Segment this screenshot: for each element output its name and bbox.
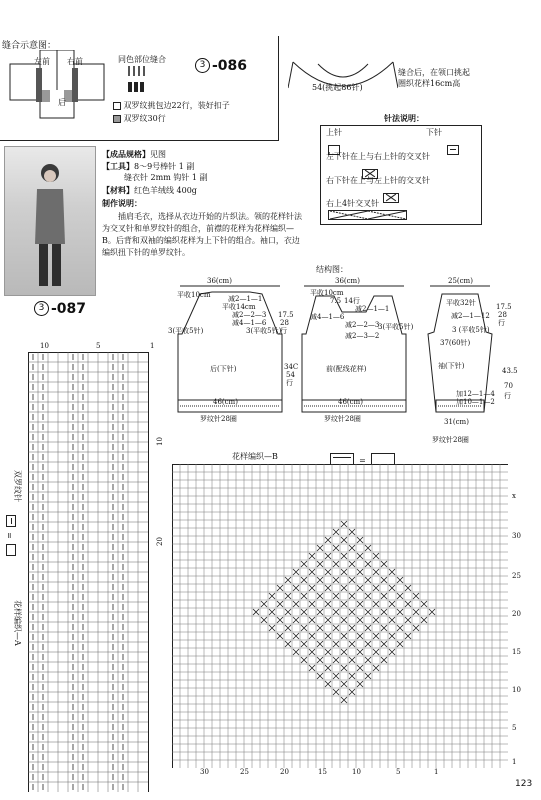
sleeve-rib: 罗纹针28圈 <box>432 436 469 444</box>
circle-number-087: 3 <box>34 301 49 316</box>
cross-stitch-mark <box>341 633 347 639</box>
circle-number: 3 <box>195 58 210 73</box>
material-value: 红色羊绒线 400g <box>134 186 197 195</box>
cross-stitch-mark <box>357 681 363 687</box>
cross-stitch-mark <box>301 609 307 615</box>
cross-stitch-mark <box>285 625 291 631</box>
cross-stitch-mark <box>293 569 299 575</box>
cross-stitch-mark <box>365 641 371 647</box>
cross-stitch-mark <box>309 585 315 591</box>
front-n2: 14行 <box>344 297 360 305</box>
cross-stitch-mark <box>269 609 275 615</box>
cross-stitch-mark <box>341 665 347 671</box>
spec-material <box>102 185 197 196</box>
cross-stitch-mark <box>325 537 331 543</box>
cross-stitch-mark <box>397 641 403 647</box>
cross-stitch-mark <box>309 601 315 607</box>
cross-stitch-mark <box>365 593 371 599</box>
cross-stitch-mark <box>413 625 419 631</box>
chart-b-col-number: 10 <box>352 768 361 776</box>
front-bottom: 46(cm) <box>338 398 363 406</box>
note-rib-22-text: 双罗纹挑包边22行，装好扣子 <box>123 101 230 110</box>
chart-a-top-1: 1 <box>150 342 155 350</box>
front-dec4: 减2—3—2 <box>345 332 380 340</box>
sleeve-dec1: 减2—1—12 <box>451 312 490 320</box>
cross-stitch-mark <box>381 657 387 663</box>
pattern-number: -086 <box>212 58 248 74</box>
cross-stitch-mark <box>365 577 371 583</box>
cross-stitch-mark <box>349 529 355 535</box>
cross-stitch-mark <box>349 545 355 551</box>
chart-b-row-number: 5 <box>512 724 517 732</box>
cross-stitch-mark <box>317 545 323 551</box>
back-rib: 罗纹针28圈 <box>200 415 237 423</box>
neck-note-1: 缝合后，在领口挑起 <box>398 68 470 77</box>
cross-stitch-mark <box>373 553 379 559</box>
cross-stitch-mark <box>341 585 347 591</box>
cross-stitch-mark <box>341 649 347 655</box>
chart-b-col-number: 5 <box>396 768 401 776</box>
instructions-title: 制作说明： <box>102 198 142 208</box>
back-height2: 54 <box>286 371 295 379</box>
cross-stitch-mark <box>285 609 291 615</box>
cross-stitch-mark <box>341 601 347 607</box>
cross-stitch-mark <box>405 633 411 639</box>
cross-stitch-mark <box>349 593 355 599</box>
cross-stitch-mark <box>333 673 339 679</box>
right-front-label: 右前 <box>67 57 83 66</box>
cross-stitch-mark <box>301 577 307 583</box>
cross-stitch-mark <box>357 569 363 575</box>
cross-stitch-mark <box>325 665 331 671</box>
cross-stitch-mark <box>325 553 331 559</box>
cross-stitch-mark <box>365 625 371 631</box>
lower-stitch-symbol <box>447 145 459 155</box>
back-height3: 行 <box>286 379 293 387</box>
cross-stitch-mark <box>301 625 307 631</box>
cross-stitch-mark <box>365 609 371 615</box>
neck-note-2: 圈织花样16cm高 <box>398 79 461 88</box>
spec-tools-2: 缝衣针 2mm 钩针 1 副 <box>124 173 208 182</box>
cross-stitch-mark <box>341 537 347 543</box>
cross-stitch-mark <box>397 625 403 631</box>
spec-tools <box>102 161 194 172</box>
cross-stitch-mark <box>333 593 339 599</box>
cross-stitch-mark <box>333 641 339 647</box>
sleeve-cap-h3: 行 <box>498 319 505 327</box>
left-front-label: 左前 <box>34 57 50 66</box>
back-side: 3(平收5针) <box>168 327 204 335</box>
cross-stitch-mark <box>301 657 307 663</box>
equals-sign-b: = <box>359 456 366 465</box>
cross-stitch-mark <box>277 601 283 607</box>
cross-stitch-mark <box>333 545 339 551</box>
chart-b-row-number: 20 <box>512 610 521 618</box>
front-neck: 平收10cm <box>310 289 344 297</box>
chart-a-title: 花样编织—A <box>13 600 22 646</box>
cross-stitch-mark <box>325 601 331 607</box>
back-dec3: 减4—1—6 <box>232 319 267 327</box>
sleeve-cap-h2: 28 <box>498 311 507 319</box>
cross-stitch-mark <box>413 609 419 615</box>
cross-stitch-mark <box>365 657 371 663</box>
chart-b-title: 花样编织—B <box>232 452 278 461</box>
cross-stitch-mark <box>405 585 411 591</box>
cross-stitch-mark <box>429 609 435 615</box>
cross-stitch-mark <box>389 569 395 575</box>
front-dec1: 减4—1—6 <box>310 313 345 321</box>
cross-stitch-mark <box>293 649 299 655</box>
note-rib-30-text: 双罗纹30行 <box>123 114 166 123</box>
structure-title: 结构图： <box>316 265 348 274</box>
sleeve-h3: 行 <box>504 392 511 400</box>
cross-stitch-mark <box>349 625 355 631</box>
seaming-diagram-title: 缝合示意图： <box>2 41 57 51</box>
front-dec2: 减2—1—1 <box>355 305 390 313</box>
chart-b-row-number: 15 <box>512 648 521 656</box>
legend-cross-left: 左下针在上与右上针的交叉针 <box>326 152 430 161</box>
cross-stitch-mark <box>333 577 339 583</box>
cross-stitch-mark <box>349 673 355 679</box>
cross-stitch-mark <box>373 585 379 591</box>
cross-stitch-mark <box>357 585 363 591</box>
cross-stitch-mark <box>309 665 315 671</box>
cross-stitch-mark <box>389 649 395 655</box>
front-dec3: 减2—2—3 <box>345 321 380 329</box>
note-rib-30 <box>113 114 166 124</box>
cross-stitch-mark <box>309 649 315 655</box>
grey-swatch-icon <box>113 115 121 123</box>
cross-stitch-mark <box>349 657 355 663</box>
lower-stitch-key-icon-b <box>330 453 354 465</box>
cross-stitch-mark <box>261 617 267 623</box>
cross-stitch-mark <box>389 633 395 639</box>
sleeve-cap: 平收32针 <box>446 299 476 307</box>
chart-b-row-number: 30 <box>512 532 521 540</box>
spec-size <box>102 149 166 160</box>
sleeve-top: 25(cm) <box>448 277 473 285</box>
cross-stitch-mark <box>349 689 355 695</box>
cross-stitch-mark <box>317 673 323 679</box>
chart-b-row-number: x <box>512 492 516 500</box>
cross-stitch-mark <box>357 537 363 543</box>
cross-stitch-mark <box>389 601 395 607</box>
cross-stitch-mark <box>341 697 347 703</box>
back-h1: 17.5 <box>278 311 294 319</box>
cross-4-symbol <box>328 210 408 220</box>
cross-stitch-mark <box>357 649 363 655</box>
chart-b-col-number: 15 <box>318 768 327 776</box>
chart-a-top-5: 5 <box>96 342 101 350</box>
cross-stitch-mark <box>277 585 283 591</box>
cross-stitch-mark <box>269 593 275 599</box>
cross-stitch-mark <box>309 569 315 575</box>
instructions-text: 插肩毛衣，选择从衣边开始的片织法。领的花样针法为交叉针和单罗纹针的组合，前襟的花样为花样编织—B。后背和双袖的编织花样为上下针的组合。袖口，衣边编织扭下针的单罗纹针。 <box>102 212 302 257</box>
front-top-width: 36(cm) <box>335 277 360 285</box>
cross-stitch-mark <box>333 609 339 615</box>
cross-stitch-mark <box>373 569 379 575</box>
cross-stitch-mark <box>285 641 291 647</box>
sleeve-cap-h1: 17.5 <box>496 303 512 311</box>
back-dec2: 减2—2—3 <box>232 311 267 319</box>
back-h2: 28 <box>280 319 289 327</box>
cross-stitch-mark <box>309 633 315 639</box>
chart-a-symbol-key <box>3 515 22 556</box>
tools-label: 【工具】 <box>102 161 134 171</box>
sleeve-side: 3 (平收5针) <box>452 326 490 334</box>
upper-stitch-key-icon-b <box>371 453 395 465</box>
back-neck: 平收10cm <box>177 291 211 299</box>
chart-a-side-10: 10 <box>156 437 164 446</box>
cross-stitch-mark <box>317 609 323 615</box>
cross-stitch-mark <box>349 641 355 647</box>
chart-b-row-number: 1 <box>512 758 517 766</box>
cross-stitch-mark <box>381 577 387 583</box>
pattern-number-087: -087 <box>51 301 87 317</box>
cross-stitch-mark <box>253 609 259 615</box>
cross-stitch-mark <box>309 553 315 559</box>
cross-stitch-mark <box>381 641 387 647</box>
legend-upper-label: 上针 <box>326 128 342 137</box>
cross-stitch-mark <box>381 561 387 567</box>
square-swatch-icon <box>113 102 121 110</box>
chart-a-side-20: 20 <box>156 537 164 546</box>
sleeve-h2: 70 <box>504 382 513 390</box>
cross-stitch-mark <box>357 601 363 607</box>
back-top-width: 36(cm) <box>207 277 232 285</box>
cross-stitch-mark <box>405 617 411 623</box>
cross-stitch-mark <box>381 593 387 599</box>
cross-stitch-mark <box>301 561 307 567</box>
chart-a-grid <box>28 352 158 792</box>
cross-stitch-mark <box>341 617 347 623</box>
sleeve-inc2: 加10—1—2 <box>456 398 495 406</box>
back-dec1: 减2—1—1 <box>228 295 263 303</box>
cross-stitch-mark <box>373 601 379 607</box>
cross-stitch-mark <box>325 681 331 687</box>
cross-stitch-mark <box>397 577 403 583</box>
front-body: 前(配线花样) <box>326 365 367 373</box>
front-side: 3(平收5针) <box>378 323 414 331</box>
back-body: 后(下针) <box>210 365 237 373</box>
same-color-label: 同色部位缝合 <box>118 55 166 64</box>
cross-stitch-mark <box>333 625 339 631</box>
chart-a-rib-label: 双罗纹针 <box>13 470 22 502</box>
cross-stitch-mark <box>325 633 331 639</box>
cross-stitch-mark <box>357 665 363 671</box>
cross-stitch-mark <box>373 633 379 639</box>
upper-stitch-key-icon <box>7 544 17 556</box>
back-label: 后 <box>58 98 66 107</box>
cross-stitch-mark <box>357 617 363 623</box>
cross-stitch-mark <box>373 649 379 655</box>
chart-b-col-number: 1 <box>434 768 439 776</box>
cross-stitch-mark <box>421 601 427 607</box>
cross-stitch-mark <box>341 521 347 527</box>
legend-cross-right: 右下针在上与左上针的交叉针 <box>326 176 430 185</box>
cross-stitch-mark <box>277 617 283 623</box>
model-photo <box>4 146 96 296</box>
cross-stitch-mark <box>349 577 355 583</box>
sleeve-inc1: 加12—1—4 <box>456 390 495 398</box>
cross-stitch-mark <box>277 633 283 639</box>
cross-stitch-mark <box>413 593 419 599</box>
cross-stitch-mark <box>397 609 403 615</box>
cross-stitch-mark <box>341 569 347 575</box>
cross-stitch-mark <box>349 609 355 615</box>
cross-stitch-mark <box>421 617 427 623</box>
tools-value-1: 8～9号棒针 1 副 <box>134 162 195 171</box>
legend-cross-4: 右上4针交叉针 <box>326 199 380 208</box>
sleeve-bottom: 31(cm) <box>444 418 469 426</box>
cross-stitch-mark <box>285 593 291 599</box>
chart-b-col-number: 25 <box>240 768 249 776</box>
cross-stitch-mark <box>317 577 323 583</box>
cross-stitch-mark <box>293 633 299 639</box>
pattern-087-number <box>34 298 86 317</box>
chart-b-col-number: 30 <box>200 768 209 776</box>
cross-stitch-mark <box>373 617 379 623</box>
material-label: 【材料】 <box>102 185 134 195</box>
cross-stitch-mark <box>317 593 323 599</box>
chart-b-row-number: 25 <box>512 572 521 580</box>
cross-stitch-mark <box>333 689 339 695</box>
cross-stitch-mark <box>317 561 323 567</box>
note-rib-22 <box>113 101 230 111</box>
cross-stitch-mark <box>333 561 339 567</box>
page-number: 123 <box>515 779 533 789</box>
chart-b-col-number: 20 <box>280 768 289 776</box>
cross-stitch-mark <box>325 569 331 575</box>
front-rib: 罗纹针28圈 <box>324 415 361 423</box>
cross-stitch-mark <box>405 601 411 607</box>
cross-stitch-mark <box>349 561 355 567</box>
equals-sign: = <box>5 532 14 539</box>
cross-stitch-mark <box>341 553 347 559</box>
cross-stitch-mark <box>365 673 371 679</box>
back-bottom: 46(cm) <box>213 398 238 406</box>
cross-stitch-mark <box>261 601 267 607</box>
cross-stitch-mark <box>397 593 403 599</box>
cross-right-symbol <box>383 193 399 203</box>
cross-stitch-mark <box>301 593 307 599</box>
cross-stitch-mark <box>357 633 363 639</box>
back-side-r: 3(平收5针) <box>246 327 282 335</box>
cross-stitch-mark <box>381 625 387 631</box>
cross-stitch-mark <box>301 641 307 647</box>
chart-b-row-number: 10 <box>512 686 521 694</box>
cross-stitch-mark <box>357 553 363 559</box>
back-h3: 行 <box>280 327 287 335</box>
cross-stitch-mark <box>285 577 291 583</box>
cross-stitch-mark <box>365 561 371 567</box>
cross-stitch-mark <box>325 617 331 623</box>
cross-stitch-mark <box>341 681 347 687</box>
back-shoulder: 平收14cm <box>222 303 256 311</box>
neck-pickup-label: 54(挑起86针) <box>312 83 363 92</box>
cross-stitch-mark <box>333 529 339 535</box>
cross-stitch-mark <box>365 545 371 551</box>
legend-title: 针法说明： <box>384 113 424 123</box>
cross-stitch-mark <box>325 649 331 655</box>
model-figure <box>33 159 67 289</box>
cross-stitch-mark <box>293 617 299 623</box>
sleeve-width: 37(60针) <box>440 339 471 347</box>
cross-stitch-mark <box>293 601 299 607</box>
cross-stitch-mark <box>269 625 275 631</box>
chart-a-top-10: 10 <box>40 342 49 350</box>
cross-stitch-mark <box>325 585 331 591</box>
size-value: 见图 <box>150 150 166 159</box>
back-height: 34C <box>284 363 299 371</box>
chart-b-grid <box>172 464 508 768</box>
legend-lower-label: 下针 <box>426 128 442 137</box>
cross-stitch-mark <box>317 657 323 663</box>
cross-stitch-mark <box>309 617 315 623</box>
seaming-diagram-illustration <box>6 50 106 120</box>
size-label: 【成品规格】 <box>102 149 150 159</box>
cross-stitch-mark <box>373 665 379 671</box>
sleeve-h1: 43.5 <box>502 367 518 375</box>
cross-stitch-mark <box>389 585 395 591</box>
sleeve-body: 袖(下针) <box>438 362 465 370</box>
front-n1: 7.5 <box>330 297 342 305</box>
cross-stitch-mark <box>381 609 387 615</box>
seam-stripes-icon <box>128 66 168 96</box>
cross-stitch-mark <box>389 617 395 623</box>
cross-stitch-mark <box>293 585 299 591</box>
cross-stitch-mark <box>317 641 323 647</box>
pattern-086-number <box>195 55 247 74</box>
cross-stitch-mark <box>317 625 323 631</box>
cross-stitch-mark <box>333 657 339 663</box>
lower-stitch-key-icon <box>7 515 17 527</box>
